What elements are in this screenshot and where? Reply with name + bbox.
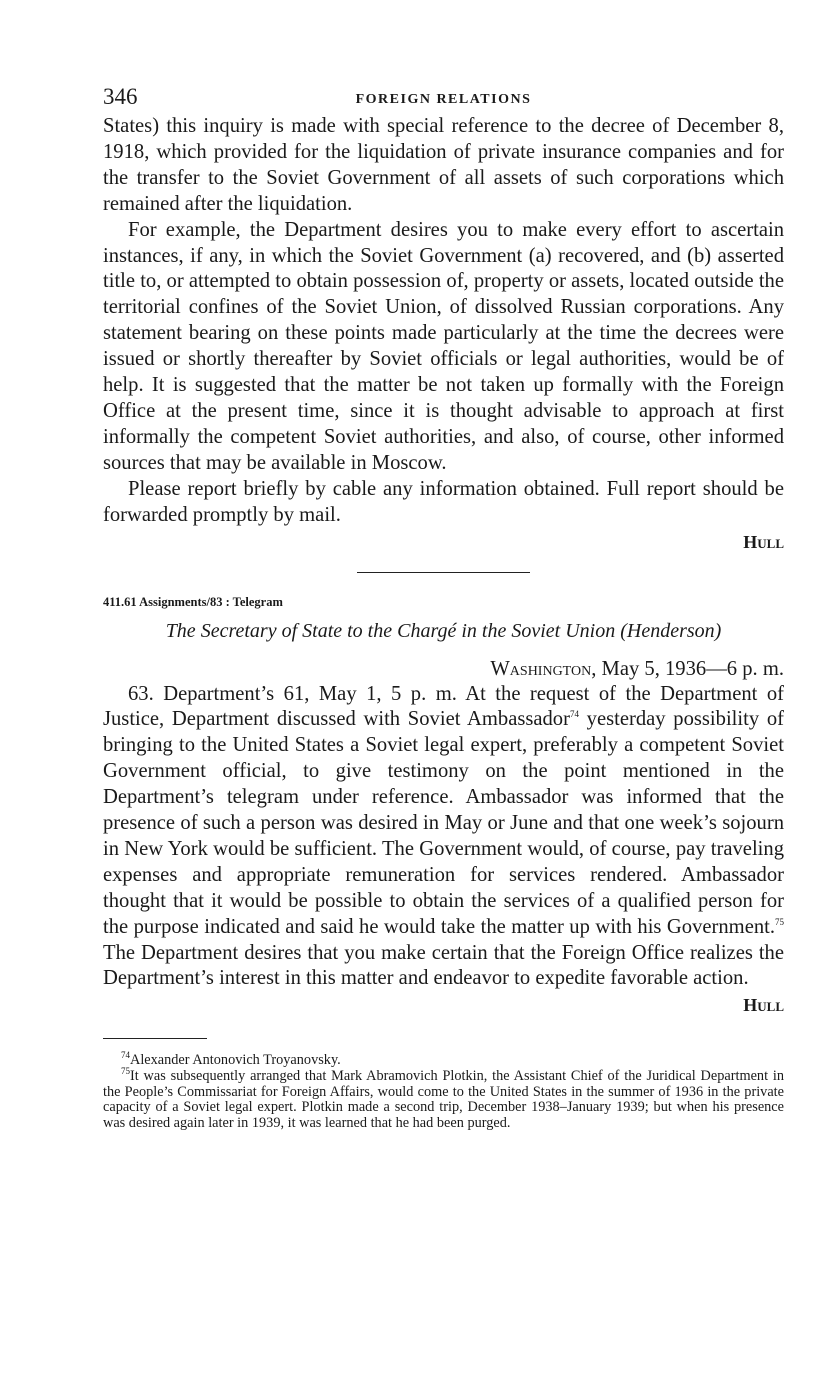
running-head (103, 84, 784, 114)
footnote-ref-75: 75 (775, 916, 784, 927)
signature-hull-2: Hull (743, 995, 784, 1016)
footnote-text: Alexander Antonovich Troyanovsky. (130, 1052, 341, 1069)
telegram-text-c: The Department desires that you make certain that the Foreign Office realizes the Department’s interest in this matter and endeavor to expedite favorable action. (103, 941, 784, 990)
paragraph-continuation: States) this inquiry is made with special reference to the decree of December 8, 1918, which provided for the liquidation of private insurance companies and for the transfer to the Soviet Government of all assets of such corporations which remained after the liquidation. (103, 115, 784, 215)
footnote-mark: 75 (121, 1066, 130, 1077)
file-reference: 411.61 Assignments/83 : Telegram (103, 594, 283, 609)
telegram-text-a: 63. Department’s 61, May 1, 5 p. m. At the request of the Department of Justice, Department discussed with Soviet Ambassador (103, 682, 784, 731)
telegram-heading: The Secretary of State to the Chargé in the Soviet Union (Henderson) (165, 619, 722, 642)
dateline (103, 656, 784, 682)
page-number: 346 (103, 84, 138, 109)
paragraph-example: For example, the Department desires you to make every effort to ascertain instances, if any, in which the Soviet Government (a) recovered, and (b) asserted title to, or attempted to obtain possession of, property or assets, located outside the territorial confines of the Soviet Union, of dissolved Russian corporations. Any statement bearing on these points made particularly at the time the decrees were issued or shortly thereafter by Soviet officials or legal authorities, would be of help. It is suggested that the matter be not taken up formally with the Foreign Office at the present time, since it is thought advisable to approach at first informally the competent Soviet authorities, and also, of course, other informed sources that may be available in Moscow. (103, 218, 784, 474)
footnote-rule (103, 1038, 207, 1039)
document-page (103, 84, 784, 1131)
section-divider (357, 572, 530, 573)
footnote-74 (103, 1050, 784, 1069)
footnote-mark: 74 (121, 1050, 130, 1061)
running-title: FOREIGN RELATIONS (355, 92, 532, 107)
footnote-75 (103, 1066, 784, 1131)
dateline-date: , May 5, 1936—6 p. m. (591, 657, 784, 680)
paragraph-report: Please report briefly by cable any information obtained. Full report should be forwarded promptly by mail. (103, 477, 784, 526)
footnote-ref-74: 74 (569, 709, 579, 720)
dateline-place: Washington (490, 657, 592, 680)
signature-hull-1: Hull (743, 531, 784, 552)
telegram-text-b: yesterday possibility of bringing to the United States a Soviet legal expert, preferably a competent Soviet Government official, to give testimony on the point mentioned in the Department’s telegram under reference. Ambassador was informed that the presence of such a person was desired in May or June and that one week’s sojourn in New York would be sufficient. The Government would, of course, pay traveling expenses and appropriate remuneration for services rendered. Ambassador thought that it would be possible to obtain the services of a qualified person for the purpose indicated and said he would take the matter up with his Government. (103, 708, 784, 938)
telegram-body (103, 682, 784, 993)
footnote-text: It was subsequently arranged that Mark Abramovich Plotkin, the Assistant Chief of the Juridical Department in the People’s Commissariat for Foreign Affairs, would come to the United States in the summer of 1936 in the private capacity of a Soviet legal expert. Plotkin made a second trip, December 1938–January 1939; but when his presence was desired again later in 1939, it was learned that he had been purged. (103, 1067, 784, 1131)
